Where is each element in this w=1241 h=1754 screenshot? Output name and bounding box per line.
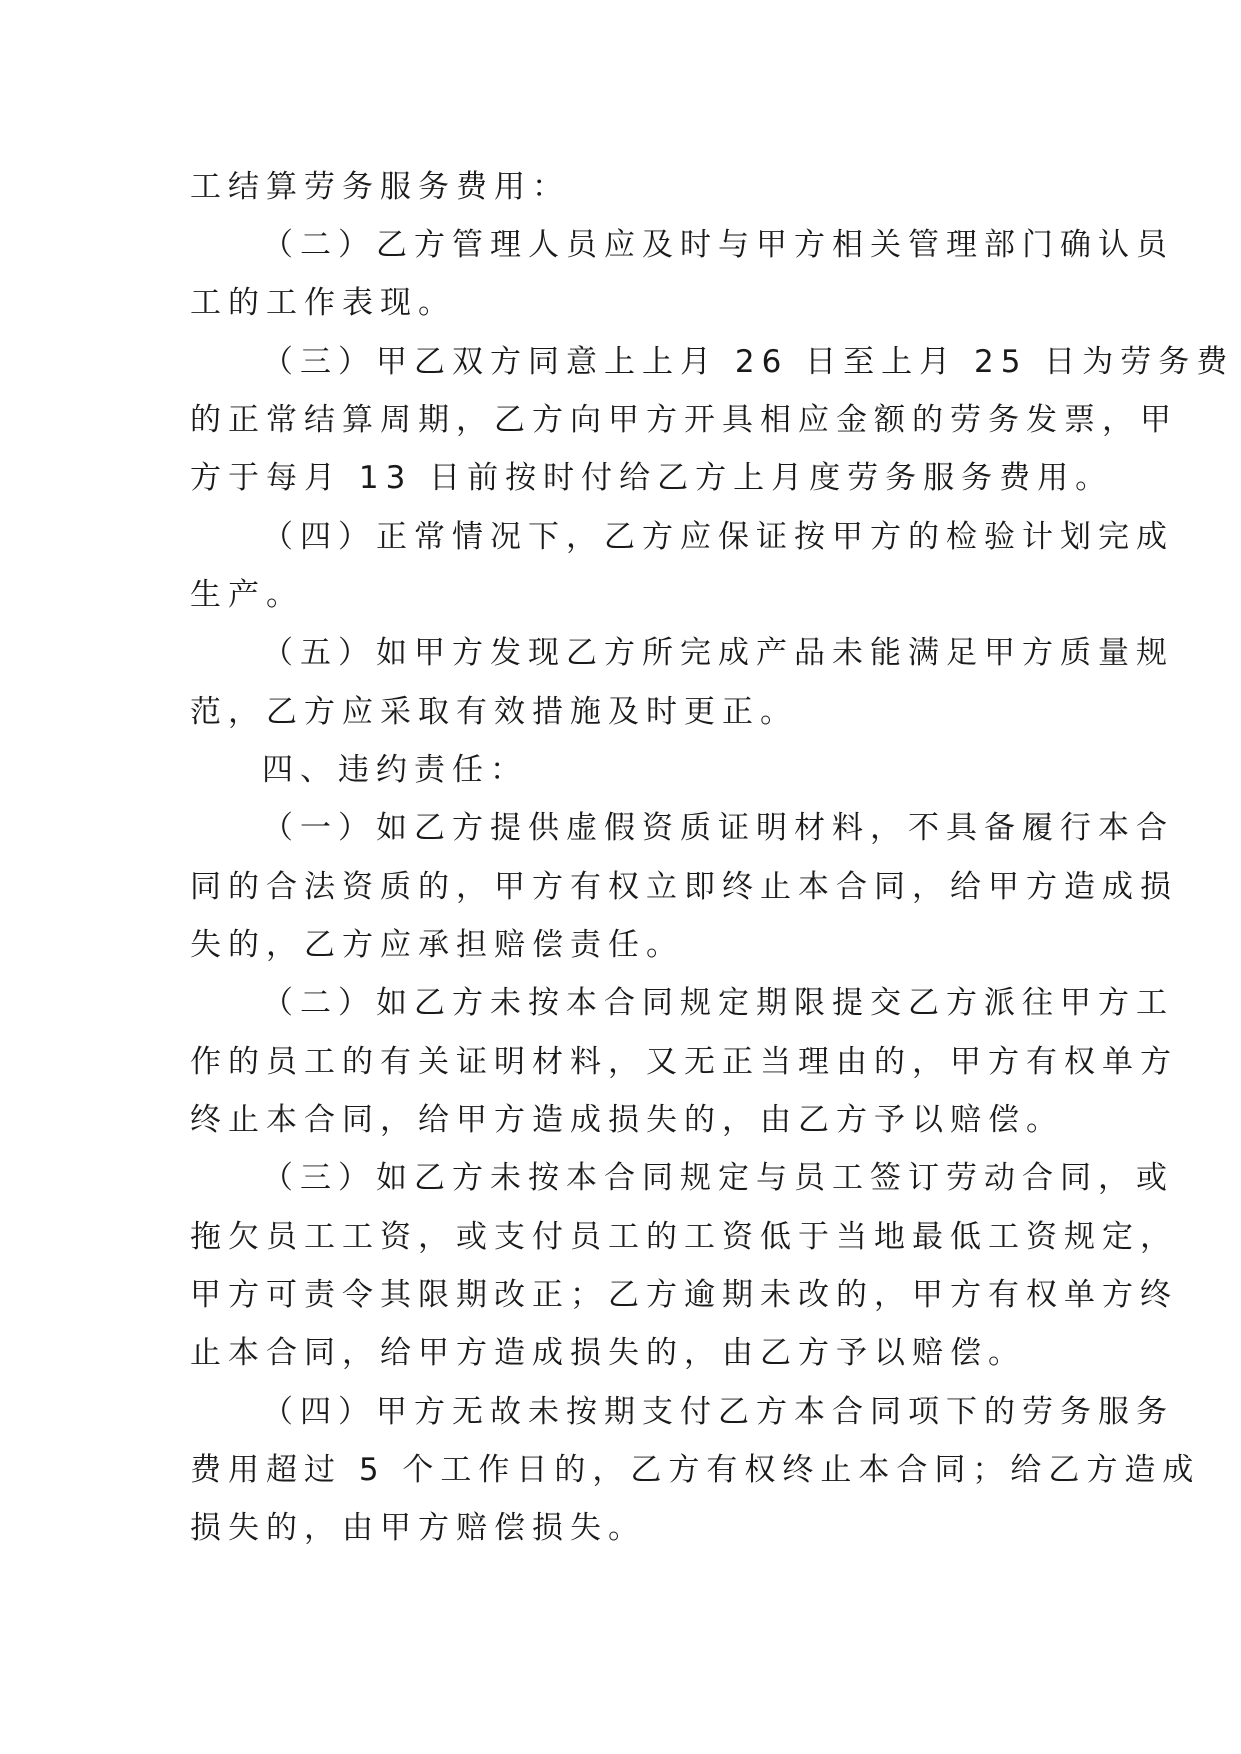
text-line: 费用超过 5 个工作日的，乙方有权终止本合同；给乙方造成 xyxy=(190,1452,1201,1488)
section-heading: 四、违约责任： xyxy=(262,752,528,788)
text-line: 同的合法资质的，甲方有权立即终止本合同，给甲方造成损 xyxy=(190,869,1178,905)
text-line: 失的，乙方应承担赔偿责任。 xyxy=(190,927,684,963)
text-line: （五）如甲方发现乙方所完成产品未能满足甲方质量规 xyxy=(262,635,1174,671)
text-line: 工结算劳务服务费用： xyxy=(190,169,570,205)
text-line: 损失的，由甲方赔偿损失。 xyxy=(190,1510,646,1546)
text-line: 甲方可责令其限期改正；乙方逾期未改的，甲方有权单方终 xyxy=(190,1277,1178,1313)
text-line: （二）乙方管理人员应及时与甲方相关管理部门确认员 xyxy=(262,227,1174,263)
text-line: 拖欠员工工资，或支付员工的工资低于当地最低工资规定， xyxy=(190,1219,1178,1255)
text-line: 方于每月 13 日前按时付给乙方上月度劳务服务费用。 xyxy=(190,460,1114,496)
text-line: （二）如乙方未按本合同规定期限提交乙方派往甲方工 xyxy=(262,985,1174,1021)
text-line: 止本合同，给甲方造成损失的，由乙方予以赔偿。 xyxy=(190,1335,1026,1371)
text-line: 生产。 xyxy=(190,577,304,613)
text-line: （一）如乙方提供虚假资质证明材料，不具备履行本合 xyxy=(262,810,1174,846)
text-line: （三）甲乙双方同意上上月 26 日至上月 25 日为劳务费 xyxy=(262,344,1235,380)
text-line: 作的员工的有关证明材料，又无正当理由的，甲方有权单方 xyxy=(190,1044,1178,1080)
text-line: 终止本合同，给甲方造成损失的，由乙方予以赔偿。 xyxy=(190,1102,1064,1138)
text-line: 工的工作表现。 xyxy=(190,285,456,321)
text-line: （四）正常情况下，乙方应保证按甲方的检验计划完成 xyxy=(262,519,1174,555)
text-line: 的正常结算周期，乙方向甲方开具相应金额的劳务发票，甲 xyxy=(190,402,1178,438)
text-line: （三）如乙方未按本合同规定与员工签订劳动合同，或 xyxy=(262,1160,1174,1196)
text-line: 范，乙方应采取有效措施及时更正。 xyxy=(190,694,798,730)
text-line: （四）甲方无故未按期支付乙方本合同项下的劳务服务 xyxy=(262,1394,1174,1430)
